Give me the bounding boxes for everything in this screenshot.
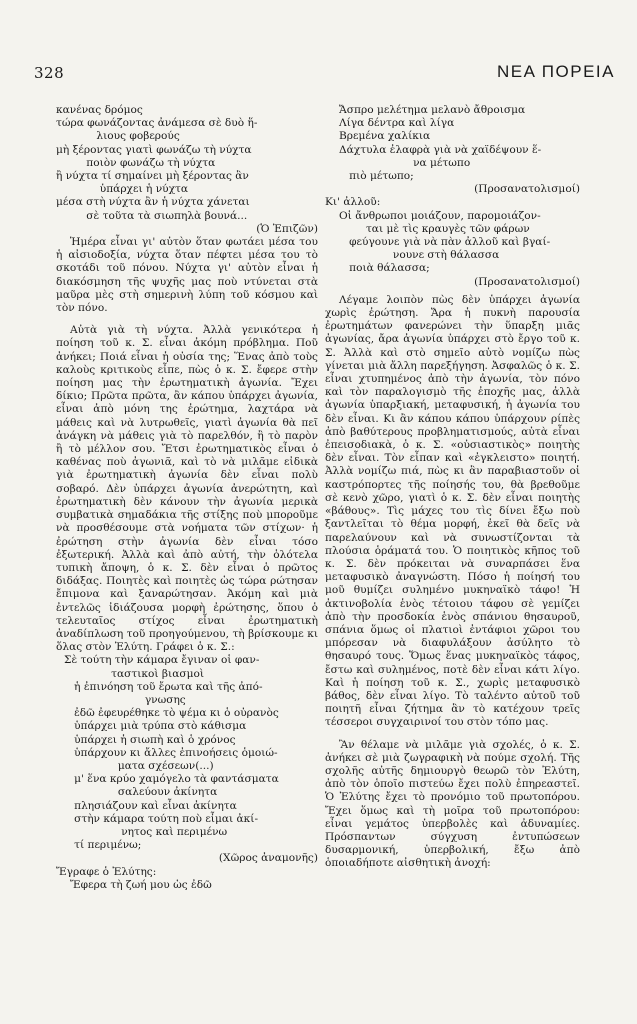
poem-line: σὲ τοῦτα τὰ σιωπηλὰ βουνά... bbox=[56, 209, 248, 222]
poem-line: ἐδῶ ἐφευρέθηκε τὸ ψέμα κι ὁ οὐρανὸς bbox=[64, 707, 279, 720]
poem-line: ὑπάρχει ἡ νύχτα bbox=[56, 183, 189, 196]
paragraph: Λέγαμε λοιπὸν πὼς δὲν ὑπάρχει ἀγωνία χωρὶς ἐρώτηση. Ἄρα ἡ πυκνὴ παρουσία ἐρωτημάτων φανερώνει τὴν ὕπαρξη μιᾶς ἀγωνίας, ἄρα ἀγωνία ὑπάρχει στὸ ἔργο τοῦ κ. Σ. Ἀλλὰ καὶ στὸ σημεῖο αὐτὸ νομίζω πὼς γίνεται μιὰ ἄλλη παρεξήγηση. Ἀσφαλῶς ὁ κ. Σ. εἶναι χτυπημένος ἀπὸ τὴν ἀγωνία, τὸν πόνο καὶ τὸν παραλογισμὸ τῆς ἐποχῆς μας, ἀλλὰ ἀγωνία ὑπαρξιακή, μεταφυσική, ἡ ἀγωνία του δὲν εἶναι. Κι ἂν κάπου κάπου ὑπάρχουν ρίπὲς ἀπὸ βαθύτερους προβληματισμούς, αὐτὰ εἶναι ἐπεισοδιακὰ, ὁ κ. Σ. «οὐσιαστικὸς» ποιητὴς δὲν εἶναι. Τὸν εἶπαν καὶ «ἐγκλειστο» ποιητή. Ἀλλὰ νομίζω πιά, πὼς κι ἂν παραβιαστοῦν οἱ καστρόπορτες τῆς ποίησής του, θὰ βρεθοῦμε σὲ κενὸ χῶρο, γιατὶ ὁ κ. Σ. δὲν εἶναι ποιητὴς «βάθους». Τὶς μάχες του τὶς δίνει ἔξω ποὺ ξαντλεῖται τὸ θέμα μορφή, ἐκεῖ θὰ δεῖς νὰ παρελαύνουν καὶ νὰ συνωστίζονται τὰ πλούσια ὁράματά του. Ὁ ποιητικὸς κῆπος τοῦ κ. Σ. δὲν πρόκειται νὰ συναρπάσει ἕνα μεταφυσικὸ ἀναγνώστη. Πόσο ἡ ποίησή του μοῦ θυμίζει συλημένο μυκηναϊκὸ τάφο! Ἡ ἀκτινοβολία ἑνὸς τέτοιου τάφου σὲ γεμίζει ἀπὸ τὴν προσδοκία ἑνὸς σπάνιου θησαυροῦ, σπάνια ὅμως οἱ πλατιοὶ ἐντάφιοι χῶροι του μπόρεσαν νὰ διαφυλάξουν ἀσύλητο τὸ θησαυρό τους. Ὅμως ἕνας μυκηναϊκὸς τάφος, ἔστω καὶ συλημένος, ποτὲ δὲν εἶναι κάτι λίγο. Καὶ ἡ ποίηση τοῦ κ. Σ., χωρὶς μεταφυσικὸ βάθος, δὲν εἶναι λίγο. Τὸ ταλέντο αὐτοῦ τοῦ ποιητῆ εἶναι ζήτημα ἂν τὸ κατέχουν τρεῖς τέσσεροι συγχαιρινοί του στὸν τόπο μας. bbox=[325, 293, 580, 729]
poem-source: (Χῶρος ἀναμονῆς) bbox=[218, 852, 318, 865]
poem-line: φεύγουνε γιὰ νὰ πὰν ἀλλοῦ καὶ βγαί- bbox=[339, 236, 551, 249]
poem-line: λιους φοβερούς bbox=[56, 130, 180, 143]
poem-line: ἡ ἐπινόηση τοῦ ἔρωτα καὶ τῆς ἀπό- bbox=[64, 680, 263, 693]
poem-line: ὑπάρχει ἡ σιωπὴ καὶ ὁ χρόνος bbox=[64, 733, 236, 746]
poem-line: νητος καὶ περιμένω bbox=[64, 825, 228, 838]
poem-line: ὑπάρχουν κι ἄλλες ἐπινοήσεις ὁμοιώ- bbox=[64, 746, 278, 759]
poem-line: πιὸ μέτωπο; bbox=[339, 170, 414, 183]
quote-lead: Ἔγραφε ὁ Ἐλύτης: bbox=[56, 865, 157, 878]
paragraph: Ἂν θέλαμε νὰ μιλᾶμε γιὰ σχολές, ὁ κ. Σ. ἀνήκει σὲ μιὰ ζωγραφικὴ νὰ πούμε σχολή. Τῆς σχολῆς αὐτῆς δημιουργὸ θεωρῶ τὸν Ἐλύτη, ἀπὸ τὸν ὁποῖο πιστεύω ἔχει πολὺ ἐπηρεαστεῖ. Ὁ Ἐλύτης ἔχει τὸ προνόμιο τοῦ πρωτοπόρου. Ἔχει ὅμως καὶ τὴ μοῖρα τοῦ πρωτοπόρου: εἶναι γεμάτος ὑπερβολὲς καὶ ἀδυναμίες. Πρόσπαντων σύγχυση ἐντυπώσεων δυσαρμονική, ὑπερβολική, ἔξω ἀπὸ ὁποιαδήποτε αἰσθητικὴ ἀνοχή: bbox=[325, 738, 580, 870]
poem-line: Σὲ τούτη τὴν κάμαρα ἔγιναν οἱ φαν- bbox=[64, 654, 260, 667]
poem-line: Ἄσπρο μελέτημα μελανὸ ἄθροισμα bbox=[339, 104, 526, 116]
poem-line: μὴ ξέροντας γιατὶ φωνάζω τὴ νύχτα bbox=[56, 143, 252, 156]
page-number: 328 bbox=[34, 64, 65, 82]
poem-source: (Ὁ Ἐπιζῶν) bbox=[256, 222, 318, 235]
poem-line: ποιὸν φωνάζω τὴ νύχτα bbox=[56, 156, 216, 169]
poem-line: νουνε στὴ θάλασσα bbox=[339, 249, 500, 262]
poem-line: πλησιάζουν καὶ εἶναι ἀκίνητα bbox=[64, 799, 237, 812]
poem-source: (Προσανατολισμοί) bbox=[474, 183, 580, 196]
poem-line: Βρεμένα χαλίκια bbox=[339, 130, 431, 143]
poem-line: να μέτωπο bbox=[339, 156, 471, 169]
poem-line: ποιὰ θάλασσα; bbox=[339, 262, 430, 275]
paragraph: Ἡμέρα εἶναι γι' αὐτὸν ὅταν φωτάει μέσα του ἡ αἰσιοδοξία, νύχτα ὅταν πέφτει μέσα του τὸ σκοτάδι τοῦ πόνου. Νύχτα γι' αὐτὸν εἶναι ἡ διακόσμηση τῆς ψυχῆς μας ποὺ ντύνεται στὰ μαῦρα μὲς στὴ σημερινὴ λύπη τοῦ κόσμου καὶ τὸν πόνο. bbox=[56, 236, 318, 315]
poem-line: μ' ἕνα κρύο χαμόγελο τὰ φαντάσματα bbox=[64, 773, 279, 786]
poem-line: ται μὲ τὶς κραυγὲς τῶν φάρων bbox=[339, 222, 530, 235]
poem-line: στὴν κάμαρα τούτη ποὺ εἶμαι ἀκί- bbox=[64, 812, 259, 825]
quote-lead: Κι' ἀλλοῦ: bbox=[325, 196, 381, 209]
poem-line: ὑπάρχει μιὰ τρύπα στὸ κάθισμα bbox=[64, 720, 247, 733]
poem-line: κανένας δρόμος bbox=[56, 104, 143, 116]
poem-line: τί περιμένω; bbox=[64, 839, 142, 852]
poem-line: σαλεύουν ἀκίνητα bbox=[64, 786, 218, 799]
poem-line: μέσα στὴ νύχτα ἂν ἡ νύχτα χάνεται bbox=[56, 196, 250, 209]
poem-2 bbox=[56, 654, 318, 865]
poem-line: Λίγα δέντρα καὶ λίγα bbox=[339, 117, 455, 130]
poem-line: ταστικοὶ βιασμοὶ bbox=[64, 667, 205, 680]
poem-line: γνωσης bbox=[64, 693, 186, 706]
poem-line: Οἱ ἄνθρωποι μοιάζουν, παρομοιάζον- bbox=[339, 209, 541, 222]
poem-line: ματα σχέσεων(...) bbox=[64, 759, 214, 772]
poem-source: (Προσανατολισμοί) bbox=[474, 275, 580, 288]
running-title: ΝΕΑ ΠΟΡΕΙΑ bbox=[497, 62, 615, 81]
left-column bbox=[56, 104, 318, 892]
right-column bbox=[325, 104, 580, 871]
poem-line: τώρα φωνάζοντας ἀνάμεσα σὲ δυὸ ἥ- bbox=[56, 117, 258, 130]
poem-3 bbox=[325, 104, 580, 196]
poem-line: Ἔφερα τὴ ζωή μου ὡς ἐδῶ bbox=[70, 878, 212, 891]
poem-line: ἢ νύχτα τί σημαίνει μὴ ξέροντας ἂν bbox=[56, 170, 249, 183]
poem-line: Δάχτυλα ἐλαφρὰ γιὰ νὰ χαϊδέψουν ἕ- bbox=[339, 143, 542, 156]
paragraph: Αὐτὰ γιὰ τὴ νύχτα. Ἀλλὰ γενικότερα ἡ ποίηση τοῦ κ. Σ. εἶναι ἀκόμη πρόβλημα. Ποῦ ἀνήκει; Ποιά εἶναι ἡ οὐσία της; Ἕνας ἀπὸ τοὺς καλοὺς κριτικοὺς εἶπε, πὼς ὁ κ. Σ. ἔφερε στὴν ποίηση μας τὴν ἐρωτηματικὴ ἀγωνία. Ἔχει δίκιο; Πρῶτα πρῶτα, ἂν κάπου ὑπάρχει ἀγωνία, εἶναι ἀπὸ μόνη της ἐρώτημα, λαχτάρα νὰ μάθεις καὶ νὰ λυτρωθεῖς, γιατὶ ἀγωνία θὰ πεῖ ἀνάγκη νὰ μάθεις γιὰ τὸ παρελθόν, ἢ τὸ παρὸν ἢ τὸ μέλλον σου. Ἔτσι ἐρωτηματικὸς εἶναι ὁ καθένας ποὺ ἀγωνιᾶ, καὶ τὸ νὰ μιλᾶμε εἰδικὰ γιὰ ἐρωτηματικὴ ἀγωνία δὲν εἶναι πολὺ σοβαρό. Δὲν ὑπάρχει ἀγωνία ἀνερώτητη, καὶ ἐρωτηματικὴ δὲν κάνουν τὴν ἀγωνία μερικὰ συμβατικὰ σημαδάκια τῆς στίξης ποὺ μποροῦμε νὰ προσθέσουμε στὰ νοήματα τῶν στίχων· ἡ ἐρώτηση στὴν ἀγωνία δὲν εἶναι τόσο ἐξωτερική. Ἀλλὰ καὶ ἀπὸ αὐτή, τὴν ὁλότελα τυπικὴ ἄποψη, ὁ κ. Σ. δὲν εἶναι ὁ πρῶτος διδάξας. Ποιητὲς καὶ ποιητὲς ὡς τώρα ρώτησαν ἔπιμονα καὶ ξαναρώτησαν. Ἀκόμη καὶ μιὰ ἐντελῶς ἰδιάζουσα μορφὴ ἐρώτησης, ὅπου ὁ τελευταῖος στίχος εἶναι ἐρωτηματικὴ ἀναδίπλωση τοῦ προηγούμενου, τὴ βρίσκουμε κι ὅλας στὸν Ἐλύτη. Γράφει ὁ κ. Σ.: bbox=[56, 324, 318, 654]
poem-4 bbox=[325, 210, 580, 289]
poem-1 bbox=[56, 104, 318, 236]
page-header bbox=[0, 64, 637, 90]
